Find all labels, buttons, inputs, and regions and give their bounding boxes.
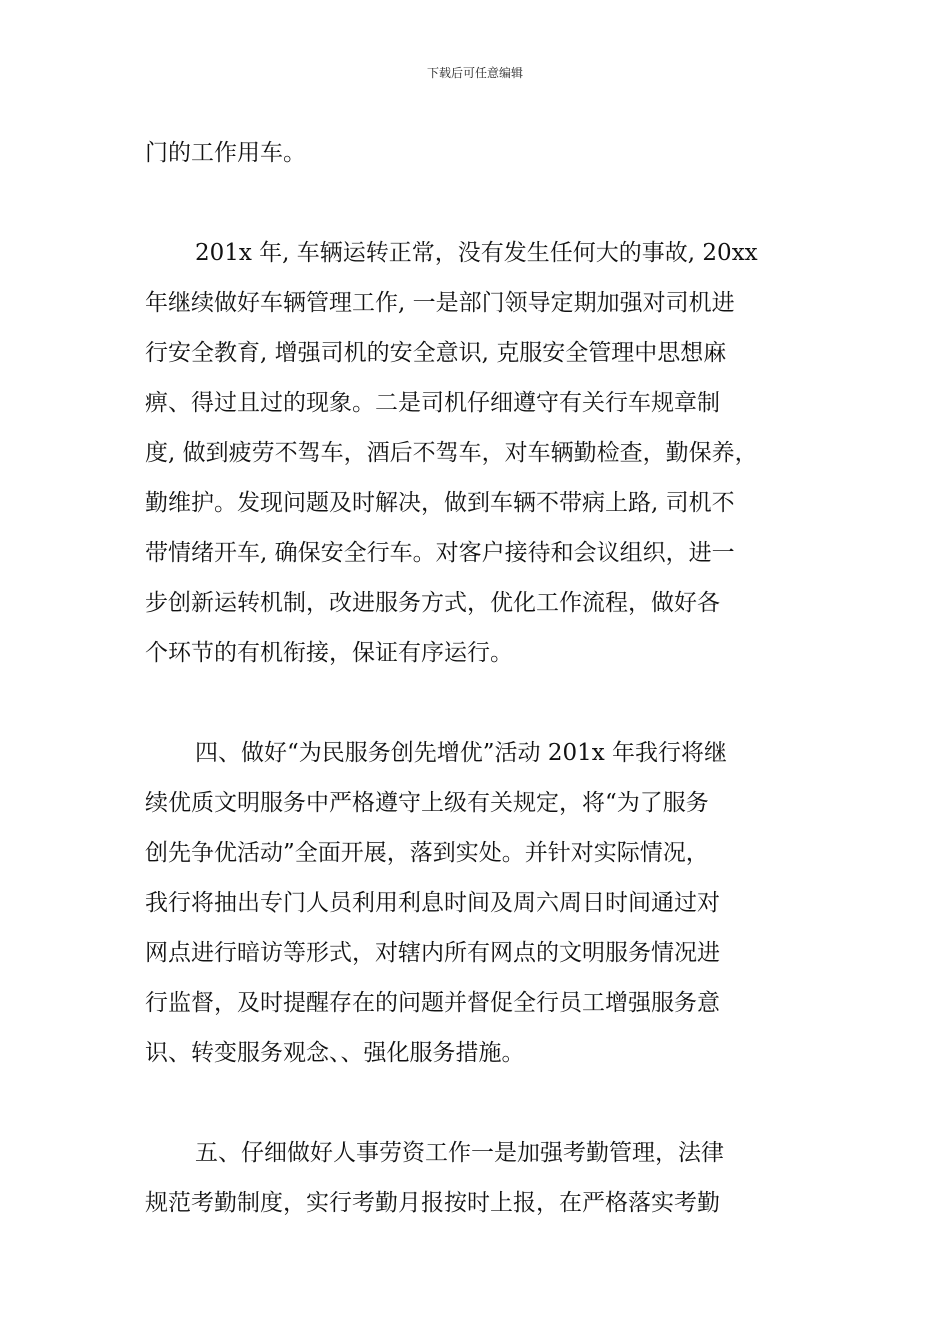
text-line: 识、转变服务观念、、强化服务措施。 bbox=[145, 1040, 525, 1066]
paragraph bbox=[145, 228, 825, 678]
text-line: 勤维护。发现问题及时解决，做到车辆不带病上路, 司机不 bbox=[145, 490, 735, 516]
text-line: 步创新运转机制，改进服务方式，优化工作流程，做好各 bbox=[145, 590, 720, 616]
text-line: 创先争优活动”全面开展，落到实处。并针对实际情况， bbox=[145, 840, 709, 866]
paragraph-gap bbox=[145, 1078, 825, 1128]
text-line: 规范考勤制度，实行考勤月报按时上报，在严格落实考勤 bbox=[145, 1190, 720, 1216]
paragraph-gap bbox=[145, 178, 825, 228]
text-line: 四、做好“为民服务创先增优”活动 201x 年我行将继 bbox=[195, 740, 728, 766]
text-line: 行安全教育, 增强司机的安全意识, 克服安全管理中思想麻 bbox=[145, 340, 727, 366]
text-line: 行监督，及时提醒存在的问题并督促全行员工增强服务意 bbox=[145, 990, 720, 1016]
text-line: 门的工作用车。 bbox=[145, 140, 306, 166]
paragraph bbox=[145, 728, 825, 1078]
header-note: 下载后可任意编辑 bbox=[426, 66, 523, 80]
text-line: 续优质文明服务中严格遵守上级有关规定，将“为了服务 bbox=[145, 790, 709, 816]
paragraph bbox=[145, 1128, 825, 1228]
text-line: 痹、得过且过的现象。二是司机仔细遵守有关行车规章制 bbox=[145, 390, 720, 416]
paragraph bbox=[145, 128, 825, 178]
text-line: 201x 年, 车辆运转正常，没有发生任何大的事故, 20xx bbox=[195, 240, 758, 266]
text-line: 网点进行暗访等形式，对辖内所有网点的文明服务情况进 bbox=[145, 940, 720, 966]
text-line: 带情绪开车, 确保安全行车。对客户接待和会议组织，进一 bbox=[145, 540, 735, 566]
body-text bbox=[145, 128, 825, 1228]
paragraph-gap bbox=[145, 678, 825, 728]
text-line: 五、仔细做好人事劳资工作一是加强考勤管理，法律 bbox=[195, 1140, 724, 1166]
text-line: 个环节的有机衔接，保证有序运行。 bbox=[145, 640, 513, 666]
text-line: 我行将抽出专门人员利用利息时间及周六周日时间通过对 bbox=[145, 890, 720, 916]
text-line: 度, 做到疲劳不驾车，酒后不驾车，对车辆勤检查，勤保养， bbox=[145, 440, 758, 466]
text-line: 年继续做好车辆管理工作, 一是部门领导定期加强对司机进 bbox=[145, 290, 735, 316]
